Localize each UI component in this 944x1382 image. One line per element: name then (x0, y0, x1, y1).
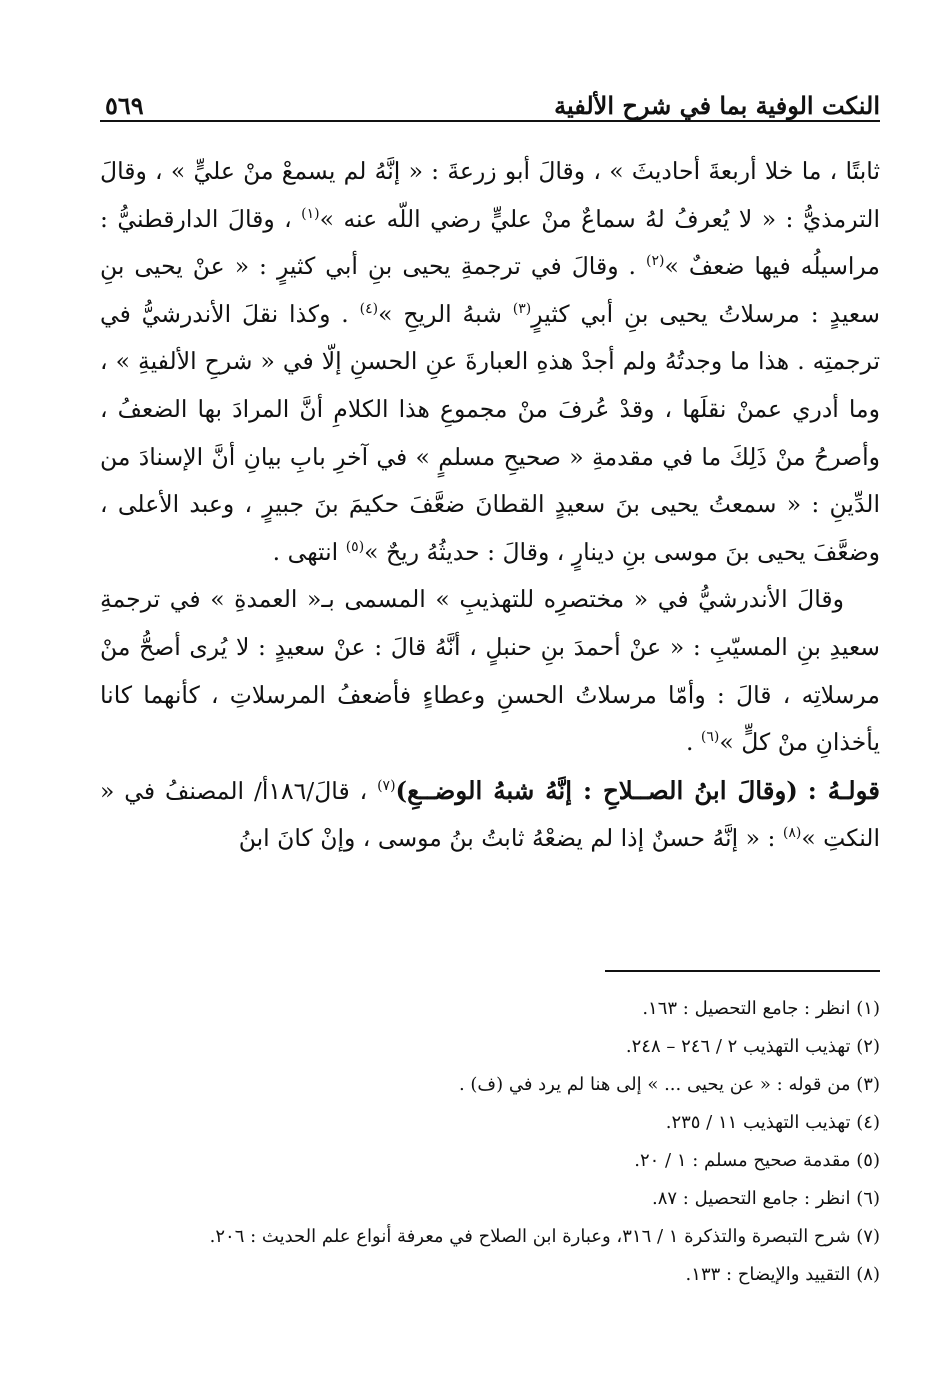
text-run: شبهُ الريحِ » (378, 299, 502, 328)
footnote-2: (٢) تهذيب التهذيب ٢ / ٢٤٦ – ٢٤٨. (625, 1036, 880, 1057)
text-run: ، وقالَ الدارقطنيُّ : مراسيلُه فيها ضعفٌ » (100, 204, 880, 281)
footnote-1: (١) انظر : جامع التحصيل : ١٦٣. (642, 998, 880, 1019)
main-text (100, 148, 880, 863)
footnote-ref: (٣) (512, 300, 532, 317)
footnote-8: (٨) التقييد والإيضاح : ١٣٣. (685, 1264, 880, 1285)
text-run: . وقالَ في ترجمةِ يحيى بنِ أبي كثيرٍ : « عنْ يحيى بنِ سعيدٍ : مرسلاتُ يحيى بنِ أبي كثيرٍ (100, 252, 880, 328)
lemma-quote: (وقالَ ابنُ الصــلاحِ : إنَّهُ شبهُ الوضــعِ) (395, 775, 798, 805)
running-title: النكت الوفية بما في شرح الألفية (554, 91, 880, 120)
text-run: وقالَ الأندرشيُّ في « مختصرِه للتهذيبِ » المسمى بـ« العمدةِ » في ترجمةِ سعيدِ بنِ المسيّبِ : « عنْ أحمدَ بنِ حنبلٍ ، أنَّهُ قالَ : عنْ سعيدٍ : لا يُرى أصحُّ منْ مرسلاتِه ، قالَ : وأمّا مرسلاتُ الحسنِ وعطاءٍ فأضعفُ المرسلاتِ ، كأنهما كانا يأخذانِ منْ كلٍّ » (100, 585, 880, 757)
footnote-ref: (٢) (646, 253, 665, 270)
footnote-5: (٥) مقدمة صحيح مسلم : ١ / ٢٠. (634, 1150, 880, 1171)
text-run: ثابتًا ، ما خلا أربعةَ أحاديثَ » ، وقالَ أبو زرعةَ : « إنَّهُ لم يسمعْ منْ عليٍّ » ، وقالَ الترمذيُّ : « لا يُعرفُ لهُ سماعٌ منْ عليٍّ رضي اللّه عنه » (100, 157, 880, 233)
footnote-ref: (٤) (359, 300, 379, 317)
page-header (105, 66, 880, 120)
footnote-ref: (١) (301, 205, 320, 222)
footnote-4: (٤) تهذيب التهذيب ١١ / ٢٣٥. (665, 1112, 880, 1133)
footnote-7: (٧) شرح التبصرة والتذكرة ١ / ٣١٦، وعبارة ابن الصلاح في معرفة أنواع علم الحديث : ٢٠٦. (209, 1226, 880, 1247)
text-run: : « إنَّهُ حسنٌ إذا لم يضعْهُ ثابتُ بنُ موسى ، وإنْ كانَ ابنُ (238, 824, 776, 853)
paragraph-3 (100, 767, 880, 863)
footnote-rule (605, 970, 880, 972)
footnotes (100, 990, 880, 1294)
footnote-ref: (٦) (700, 729, 720, 746)
footnote-ref: (٧) (377, 777, 396, 794)
text-run: . وكذا نقلَ الأندرشيُّ في ترجمتِه . هذا ما وجدتُهُ ولم أجدْ هذهِ العبارةَ عنِ الحسنِ إلّا في « شرحِ الألفيةِ » ، وما أدري عمنْ نقلَها ، وقدْ عُرفَ منْ مجموعِ هذا الكلامِ أنَّ المرادَ بها الضعفُ ، وأصرحُ منْ ذَلِكَ ما في مقدمةِ « صحيحِ مسلمٍ » في آخرِ بابِ بيانِ أنَّ الإسنادَ من الدِّينِ : « سمعتُ يحيى بنَ سعيدٍ القطانَ ضعَّفَ حكيمَ بنَ جبيرٍ ، وعبد الأعلى ، وضعَّفَ يحيى بنَ موسى بنِ دينارٍ ، وقالَ : حديثُهُ ريحٌ » (100, 299, 880, 566)
footnote-3: (٣) من قوله : « عن يحيى ... » إلى هنا لم يرد في (ف) . (458, 1074, 880, 1095)
paragraph-1 (100, 148, 880, 576)
paragraph-2 (100, 576, 880, 766)
lemma-lead: قولـهُ : (807, 775, 880, 805)
header-rule (100, 120, 880, 122)
footnote-6: (٦) انظر : جامع التحصيل : ٨٧. (651, 1188, 880, 1209)
footnote-ref: (٥) (345, 538, 365, 555)
page-number: ٥٦٩ (105, 91, 144, 120)
footnote-ref: (٨) (782, 825, 802, 842)
text-run: انتهى . (272, 537, 339, 566)
text-run: . (685, 728, 694, 757)
text-run: ، قالَ/١٨٦أ/ المصنفُ في « النكتِ » (100, 776, 880, 853)
